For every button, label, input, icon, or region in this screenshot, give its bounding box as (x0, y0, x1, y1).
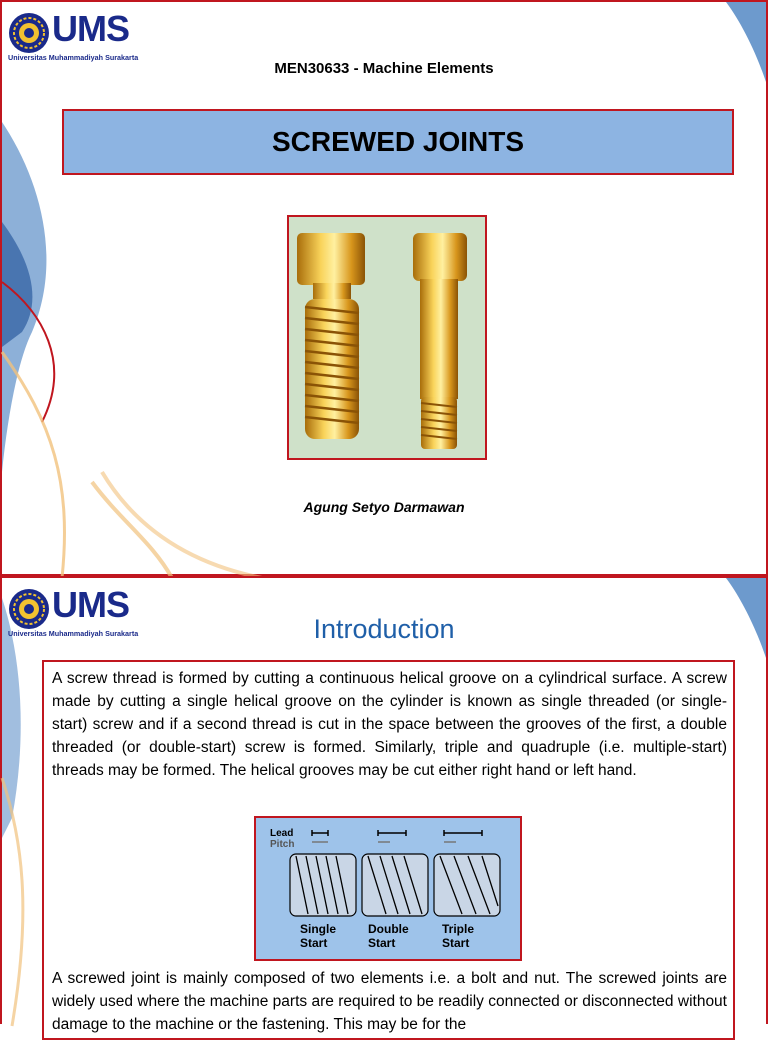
decorative-swoosh-left (2, 578, 42, 1026)
decorative-swoosh-right (706, 2, 766, 92)
screws-photo (287, 215, 487, 460)
university-name: Universitas Muhammadiyah Surakarta (8, 629, 139, 638)
course-code: MEN30633 - Machine Elements (274, 60, 494, 77)
content-box (42, 660, 735, 1040)
university-name: Universitas Muhammadiyah Surakarta (8, 53, 139, 62)
slide-title: SCREWED JOINTS (271, 126, 525, 157)
logo-text: UMS (52, 584, 129, 625)
author-name: Agung Setyo Darmawan (303, 499, 465, 515)
gold-screws-image (289, 217, 485, 458)
caption-single-start (300, 922, 336, 950)
caption-line: Start (442, 936, 470, 950)
slide-title: Introduction (313, 614, 455, 644)
caption-line: Double (368, 922, 409, 936)
pitch-label: Pitch (270, 839, 295, 850)
caption-line: Triple (442, 922, 475, 936)
lead-label: Lead (270, 828, 294, 839)
paragraph-screw-thread: A screw thread is formed by cutting a continuous helical groove on a cylindrical surface. A screw made by cutting a single helical groove on the cylinder is known as single threaded (or single-start) screw and if a second thread is cut in the space between the grooves of the first, a double threaded (or double-start) screw is formed. Similarly, triple and quadruple (i.e. multiple-start) threads may be formed. The helical grooves may be cut either right hand or left hand. (52, 670, 727, 779)
decorative-swoosh-left (2, 2, 92, 578)
logo-text: UMS (52, 8, 129, 49)
title-banner (62, 109, 734, 175)
caption-double-start (368, 922, 409, 950)
ums-logo (8, 10, 158, 62)
introduction-slide (0, 576, 768, 1033)
thread-starts-figure (254, 816, 522, 961)
caption-triple-start (442, 922, 474, 950)
caption-line: Start (368, 936, 396, 950)
caption-line: Single (300, 922, 337, 936)
caption-line: Start (300, 936, 328, 950)
paragraph-screwed-joint: A screwed joint is mainly composed of two elements i.e. a bolt and nut. The screwed joints are widely used where the machine parts are required to be readily connected or disconnected without damage to the machine or the fastening. This may be for the (52, 970, 727, 1033)
ums-emblem-icon (8, 12, 50, 54)
decorative-swoosh-bottom (62, 472, 312, 578)
